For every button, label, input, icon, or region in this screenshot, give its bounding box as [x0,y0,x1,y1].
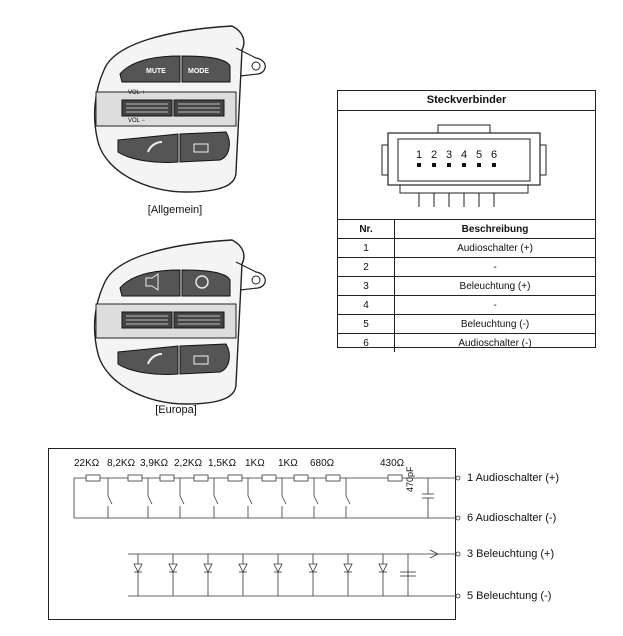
pin-number: 5 [476,149,483,161]
mode-button-label: MODE [188,68,209,75]
capacitor-label: 470pF [405,466,415,492]
led-array [134,554,387,596]
mute-button-label: MUTE [146,68,166,75]
connector-drawing [338,111,595,220]
resistor-label: 2,2KΩ [174,458,203,469]
pin-number: 2 [431,149,438,161]
steering-switch-general-illustration [86,22,276,198]
pin-table [338,220,595,352]
resistor-label: 1,5KΩ [208,458,237,469]
table-row: 1 Audioschalter (+) [338,239,595,258]
vol-plus-label: VOL + [128,90,145,96]
col-nr-header: Nr. [338,220,395,239]
pin-number: 6 [491,149,498,161]
resistor-label: 8,2KΩ [107,458,136,469]
table-row: 6 Audioschalter (-) [338,334,595,353]
connector-table [337,90,596,348]
resistor-label: 1KΩ [245,458,265,469]
output-audio-plus: 1 Audioschalter (+) [467,472,560,484]
output-audio-minus: 6 Audioschalter (-) [467,512,557,524]
resistor-label: 3,9KΩ [140,458,169,469]
figure-europe-caption: [Europa] [155,404,197,416]
pin-number: 1 [416,149,423,161]
table-row: 3 Beleuchtung (+) [338,277,595,296]
steering-switch-europe-illustration [86,238,276,410]
output-light-minus: 5 Beleuchtung (-) [467,590,552,602]
resistor-label: 1KΩ [278,458,298,469]
output-light-plus: 3 Beleuchtung (+) [467,548,555,560]
resistor-label: 680Ω [310,458,335,469]
figure-general-caption: [Allgemein] [147,204,203,216]
pin-number: 3 [446,149,453,161]
table-row: 2 - [338,258,595,277]
connector-title: Steckverbinder [338,91,595,111]
resistor-label: 430Ω [380,458,405,469]
resistor-label: 22KΩ [74,458,100,469]
vol-minus-label: VOL − [128,118,145,124]
table-row: 4 - [338,296,595,315]
table-row: 5 Beleuchtung (-) [338,315,595,334]
connector-icon [378,119,554,213]
col-desc-header: Beschreibung [395,220,596,239]
pin-number: 4 [461,149,468,161]
